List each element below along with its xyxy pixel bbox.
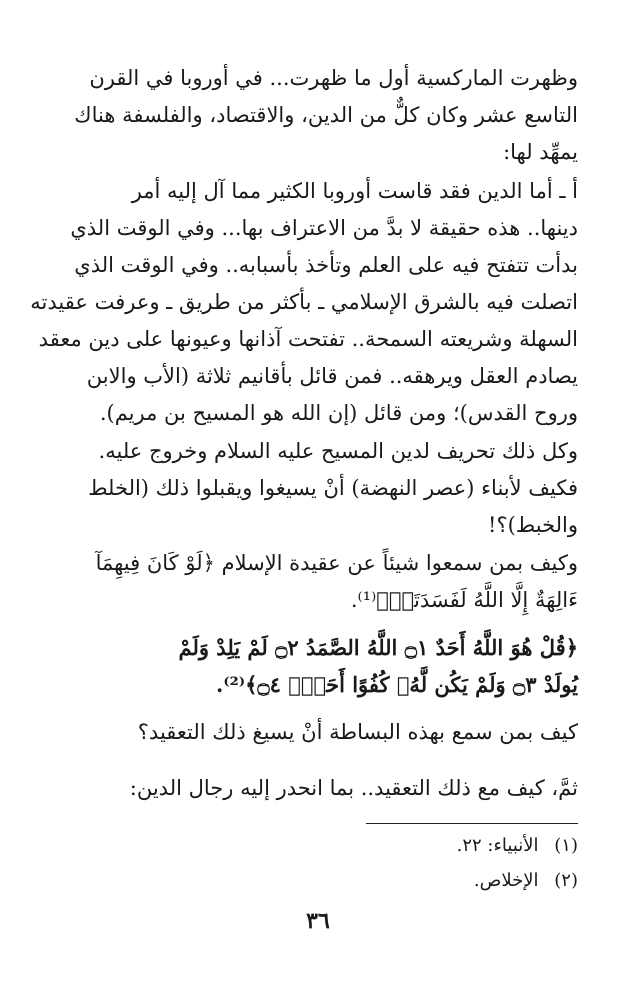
quran-verse-line: ﴿قُلْ هُوَ اللَّهُ أَحَدٌ ۝١ اللَّهُ الصَّمَدُ ۝٢ لَمْ يَلِدْ وَلَمْ: [178, 635, 578, 660]
text-line: يصادم العقل ويرهقه.. فمن قائل بأقانيم ثلاثة (الأب والابن: [86, 364, 578, 388]
text-line: كيف بمن سمع بهذه البساطة أنْ يسيغ ذلك التعقيد؟: [137, 720, 578, 744]
text-line: وكل ذلك تحريف لدين المسيح عليه السلام وخروج عليه.: [98, 439, 578, 463]
footnote-2: [300, 868, 578, 894]
text-line: وظهرت الماركسية أول ما ظهرت... في أوروبا في القرن: [89, 66, 578, 90]
paragraph-5: [66, 545, 578, 619]
text-line: وكيف بمن سمعوا شيئاً عن عقيدة الإسلام ﴿لَوْ كَانَ فِيهِمَآ: [95, 551, 578, 575]
text-line: يمهِّد لها:: [503, 140, 578, 164]
text-line: فكيف لأبناء (عصر النهضة) أنْ يسيغوا ويقبلوا ذلك (الخلط: [88, 476, 578, 500]
footnote-number: (١): [554, 835, 578, 856]
footnote-1: [300, 833, 578, 859]
footnote-text: الإخلاص.: [473, 870, 539, 891]
footnote-divider: [366, 823, 578, 824]
text-line: اتصلت فيه بالشرق الإسلامي ـ بأكثر من طريق ـ وعرفت عقيدته: [30, 290, 578, 314]
text-line: دينها.. هذه حقيقة لا بدَّ من الاعتراف بها... وفي الوقت الذي: [70, 216, 578, 240]
paragraph-2: [30, 173, 578, 432]
footnote-text: الأنبياء: ٢٢.: [456, 835, 539, 856]
text-line: التاسع عشر وكان كلٌّ من الدين، والاقتصاد، والفلسفة هناك: [74, 103, 578, 127]
text-line: ثمَّ، كيف مع ذلك التعقيد.. بما انحدر إليه رجال الدين:: [129, 776, 578, 800]
footnote-number: (٢): [554, 870, 578, 891]
paragraph-8: [66, 770, 578, 807]
paragraph-7: [66, 714, 578, 751]
quran-verse-line: ءَالِهَةٌ إِلَّا اللَّهُ لَفَسَدَتَاۚ﴾⁽¹⁾.: [350, 588, 578, 612]
text-line: بدأت تتفتح فيه على العلم وتأخذ بأسبابه.. وفي الوقت الذي: [74, 253, 578, 277]
paragraph-1: [66, 60, 578, 171]
page-number: ٣٦: [306, 908, 330, 934]
paragraph-4: [66, 470, 578, 544]
quran-verse-line: يُولَدْ ۝٣ وَلَمْ يَكُن لَّهُۥ كُفُوًا أَحَدٌۢ ۝٤﴾⁽²⁾.: [216, 672, 578, 697]
text-line: والخبط)؟!: [488, 513, 578, 537]
text-line: أ ـ أما الدين فقد قاست أوروبا الكثير مما آل إليه أمر: [131, 179, 578, 203]
paragraph-6-quran-verse: [66, 629, 578, 703]
text-line: السهلة وشريعته السمحة.. تفتحت آذانها وعيونها على دين معقد: [38, 327, 578, 351]
text-line: وروح القدس)؛ ومن قائل (إن الله هو المسيح بن مريم).: [99, 401, 578, 425]
paragraph-3: [66, 433, 578, 470]
